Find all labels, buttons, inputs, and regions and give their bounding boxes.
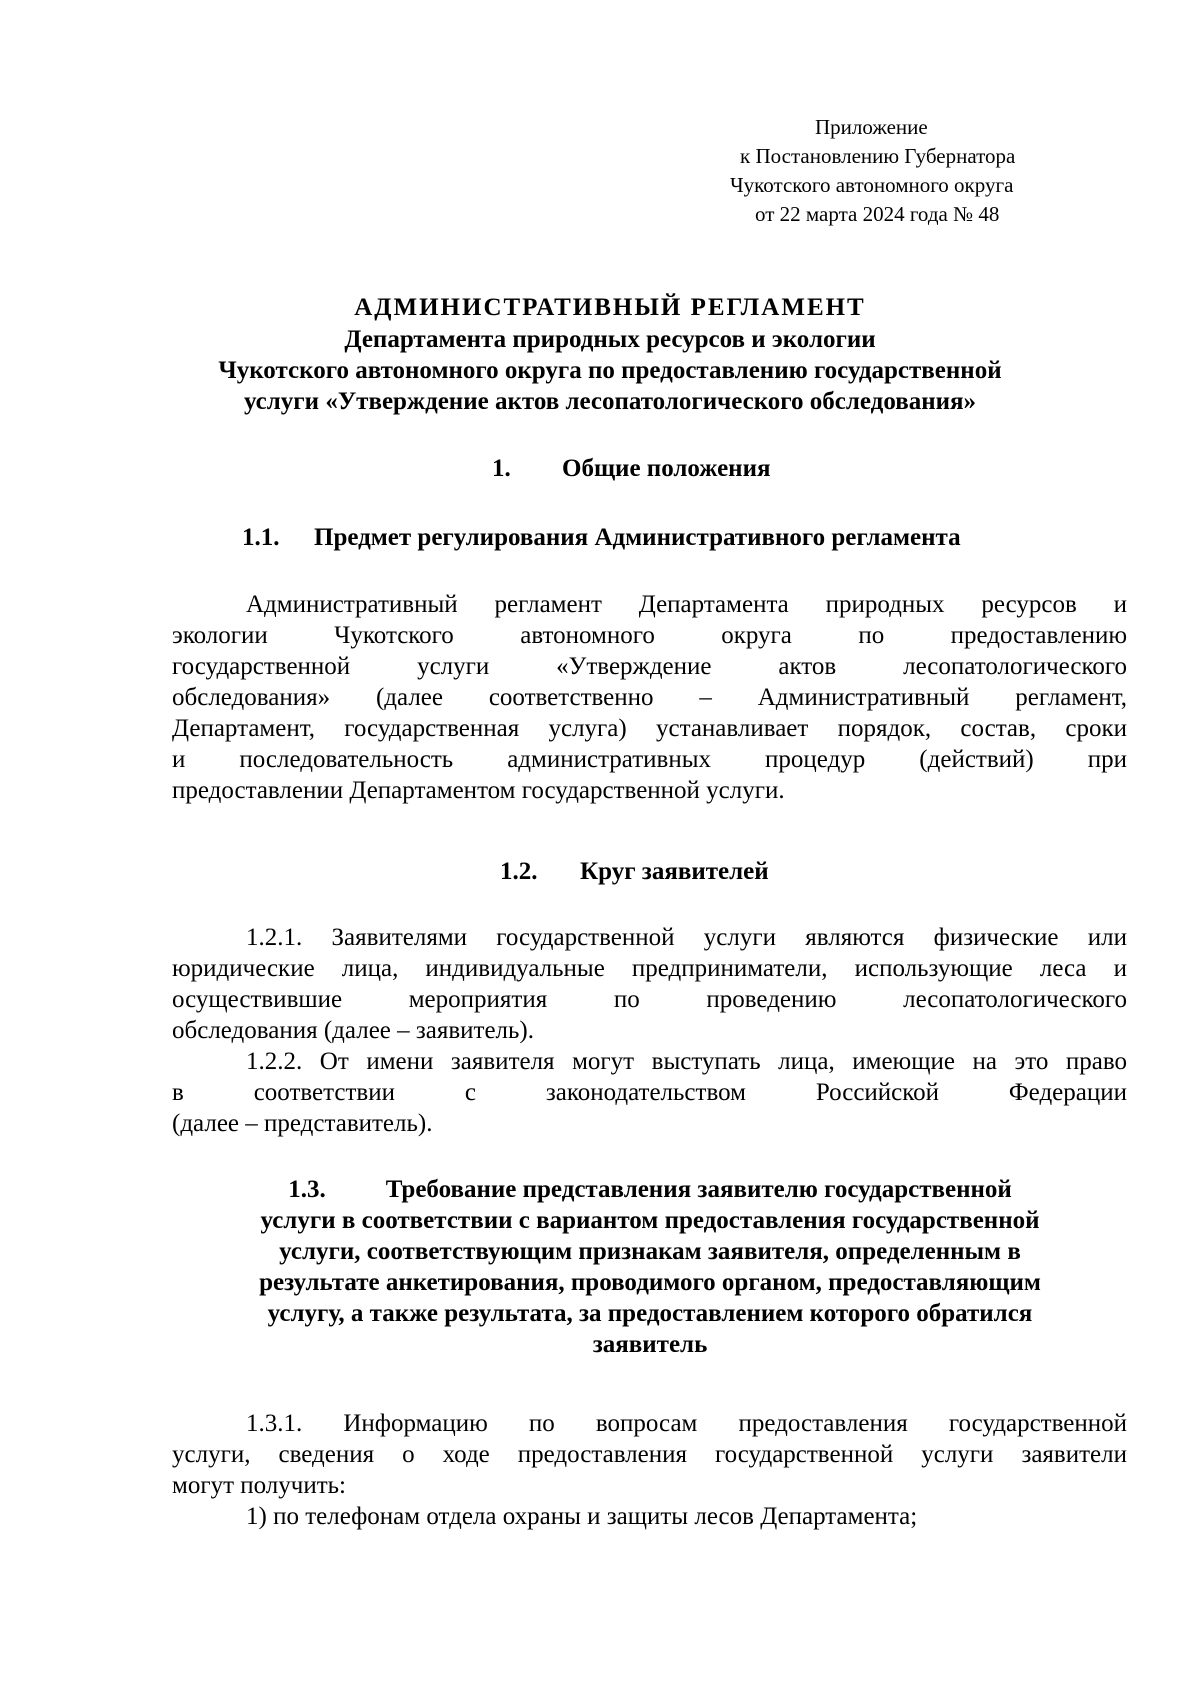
appendix-header xyxy=(690,113,1090,229)
text-line: обследования (далее – заявитель). xyxy=(172,1017,535,1044)
text-line: 1.3.1. Информацию по вопросам предоставления государственной xyxy=(246,1410,1127,1437)
appendix-line: к Постановлению Губернатора xyxy=(740,144,1016,168)
title-line: услуги «Утверждение актов лесопатологического обследования» xyxy=(243,388,977,415)
appendix-line: от 22 марта 2024 года № 48 xyxy=(755,202,1000,226)
paragraph-applicants xyxy=(172,922,1127,1139)
section-title: Требование представления заявителю государственной xyxy=(385,1176,1012,1203)
text-line: (далее – представитель). xyxy=(172,1110,433,1137)
text-line: государственной услуги «Утверждение актов лесопатологического xyxy=(172,653,1127,680)
section-number: 1. xyxy=(492,455,511,482)
section-title-line: услугу, а также результата, за предоставлением которого обратился xyxy=(267,1300,1033,1327)
text-line: услуги, сведения о ходе предоставления государственной услуги заявители xyxy=(172,1441,1127,1468)
title-line: АДМИНИСТРАТИВНЫЙ РЕГЛАМЕНТ xyxy=(354,294,866,321)
paragraph-information xyxy=(172,1408,1127,1532)
section-title-line: результате анкетирования, проводимого органом, предоставляющим xyxy=(259,1269,1041,1296)
section-1-3-heading xyxy=(170,1174,1130,1360)
title-line: Чукотского автономного округа по предоставлению государственной xyxy=(218,357,1002,384)
section-title-line: заявитель xyxy=(592,1331,708,1358)
section-number: 1.1. xyxy=(242,524,280,551)
text-line: 1.2.2. От имени заявителя могут выступать лица, имеющие на это право xyxy=(246,1048,1127,1075)
title-line: Департамента природных ресурсов и экологии xyxy=(344,326,876,353)
text-line: осуществившие мероприятия по проведению лесопатологического xyxy=(172,986,1127,1013)
text-line: в соответствии с законодательством Российской Федерации xyxy=(172,1079,1127,1106)
text-line: юридические лица, индивидуальные предприниматели, использующие леса и xyxy=(172,955,1127,982)
text-line: экологии Чукотского автономного округа по предоставлению xyxy=(172,622,1127,649)
section-number: 1.3. xyxy=(288,1176,326,1203)
paragraph-subject xyxy=(172,589,1127,806)
section-title-line: услуги, соответствующим признакам заявителя, определенным в xyxy=(279,1238,1021,1265)
section-1-1-heading xyxy=(242,522,961,553)
text-line: предоставлении Департаментом государственной услуги. xyxy=(172,777,785,804)
section-title: Общие положения xyxy=(562,455,771,482)
text-line: Административный регламент Департамента природных ресурсов и xyxy=(246,591,1127,618)
appendix-line: Приложение xyxy=(815,115,928,139)
section-1-heading xyxy=(492,453,771,484)
section-1-2-heading xyxy=(500,856,769,887)
text-line: 1) по телефонам отдела охраны и защиты лесов Департамента; xyxy=(246,1503,918,1530)
text-line: и последовательность административных процедур (действий) при xyxy=(172,746,1127,773)
document-title xyxy=(150,292,1070,417)
text-line: Департамент, государственная услуга) устанавливает порядок, состав, сроки xyxy=(172,715,1127,742)
appendix-line: Чукотского автономного округа xyxy=(730,173,1014,197)
section-title: Круг заявителей xyxy=(580,858,769,885)
text-line: 1.2.1. Заявителями государственной услуги являются физические или xyxy=(246,924,1127,951)
text-line: обследования» (далее соответственно – Административный регламент, xyxy=(172,684,1127,711)
text-line: могут получить: xyxy=(172,1472,346,1499)
section-title: Предмет регулирования Административного регламента xyxy=(314,524,961,551)
section-title-line: услуги в соответствии с вариантом предоставления государственной xyxy=(260,1207,1040,1234)
section-number: 1.2. xyxy=(500,858,538,885)
section-title-line xyxy=(170,1174,1130,1205)
